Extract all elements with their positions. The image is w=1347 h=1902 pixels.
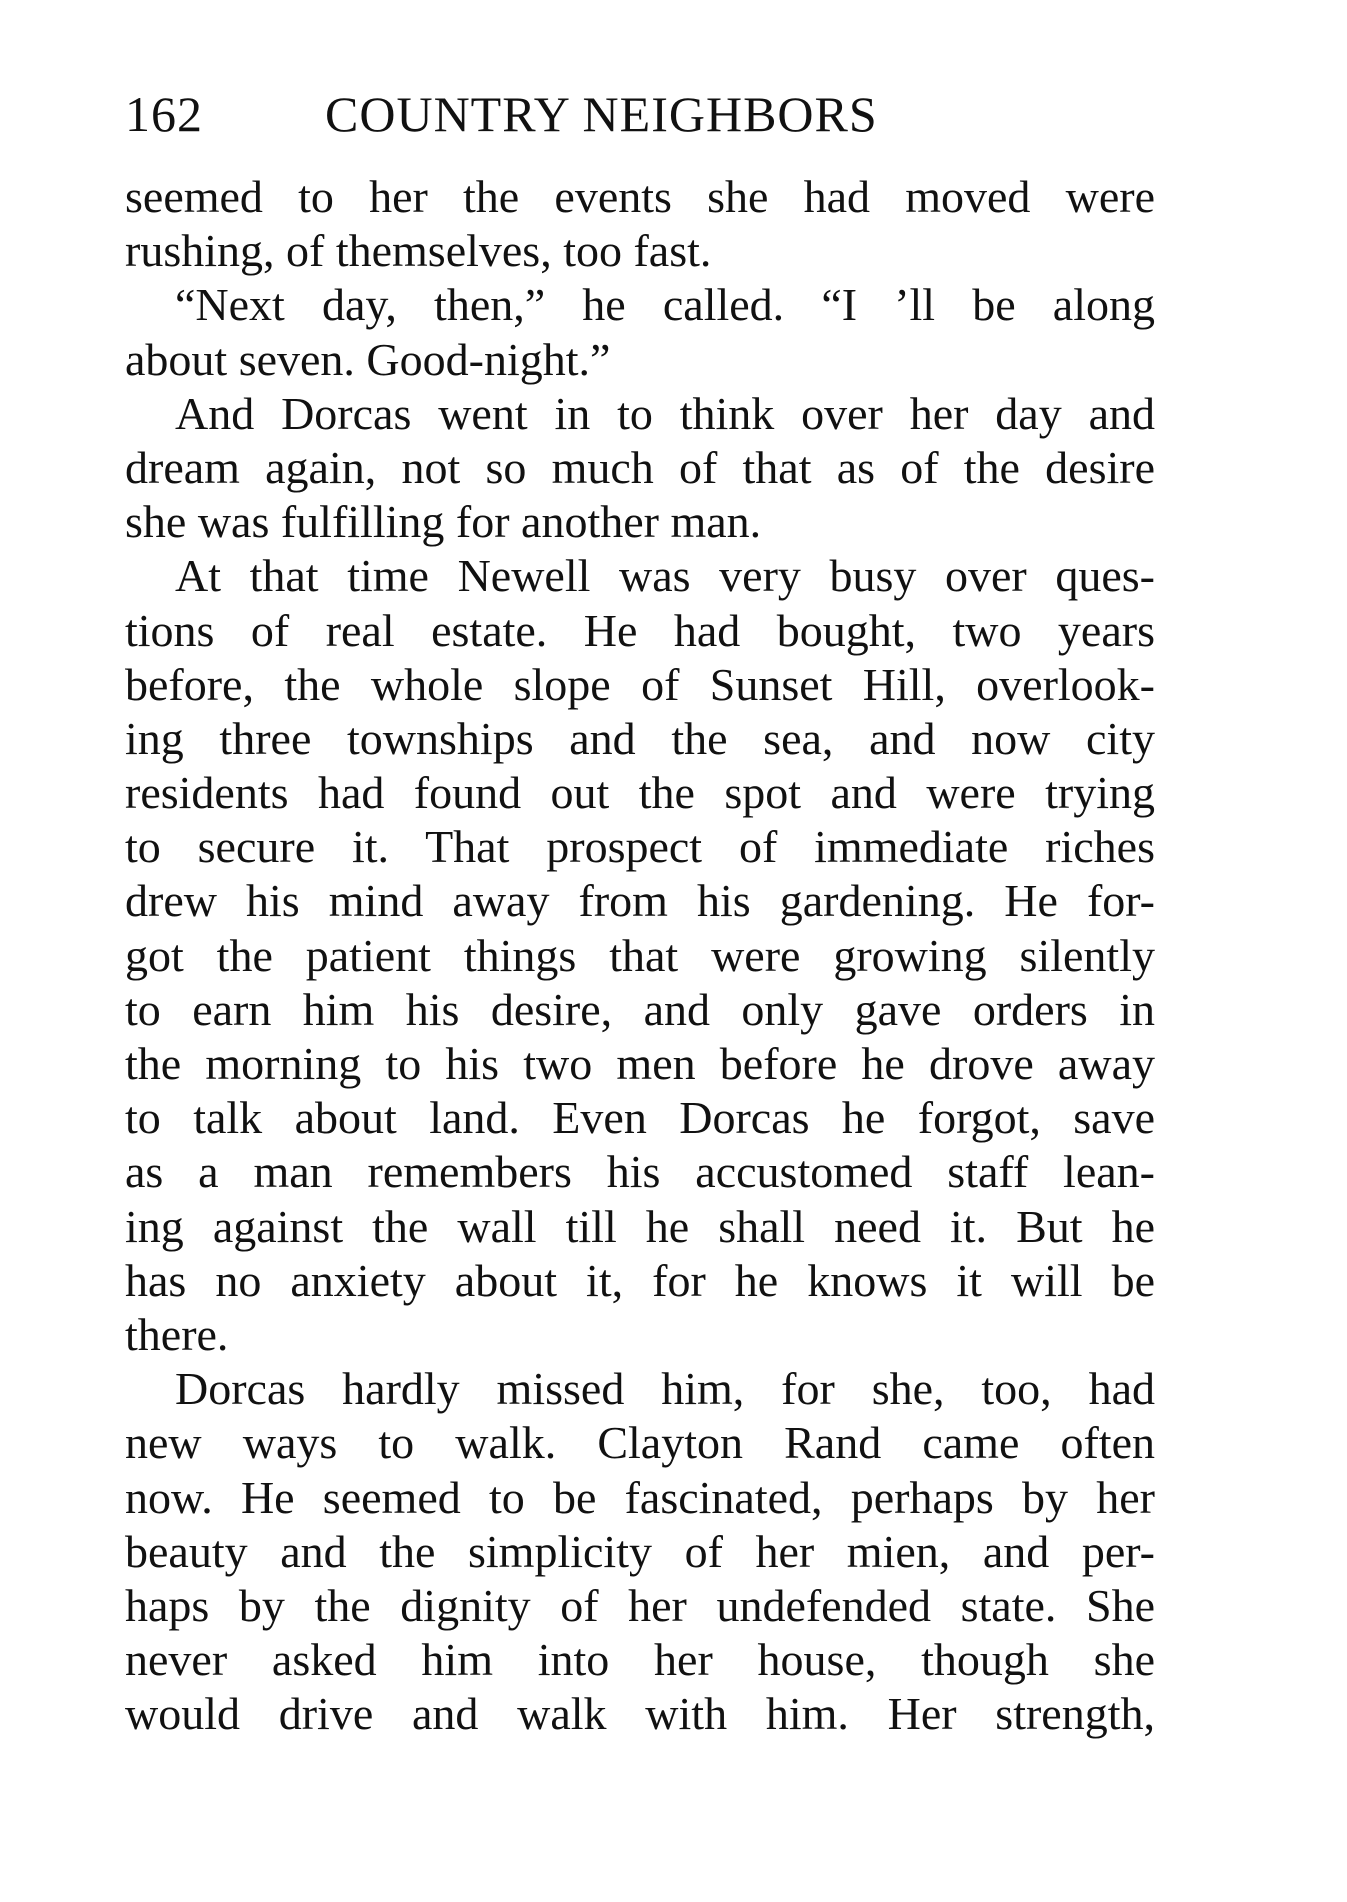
text-line: she was fulfilling for another man.: [125, 496, 762, 548]
text-line: dream again, not so much of that as of the desire: [125, 441, 1155, 493]
text-line: to talk about land. Even Dorcas he forgot, save: [125, 1092, 1155, 1144]
text-line: new ways to walk. Clayton Rand came often: [125, 1417, 1155, 1469]
text-line: “Next day, then,” he called. “I ’ll be along: [175, 279, 1155, 331]
text-line: rushing, of themselves, too fast.: [125, 225, 712, 277]
text-line: would drive and walk with him. Her strength,: [125, 1688, 1155, 1740]
book-title: COUNTRY NEIGHBORS: [325, 86, 878, 142]
text-line: never asked him into her house, though she: [125, 1634, 1155, 1686]
text-line: tions of real estate. He had bought, two years: [125, 604, 1155, 656]
text-line: beauty and the simplicity of her mien, and per-: [125, 1525, 1155, 1577]
page-number: 162: [125, 86, 203, 142]
text-line: the morning to his two men before he drove away: [125, 1038, 1155, 1089]
text-line: ing three townships and the sea, and now city: [125, 712, 1155, 764]
text-line: got the patient things that were growing silently: [125, 929, 1155, 981]
text-line: to earn him his desire, and only gave orders in: [125, 983, 1155, 1035]
text-line: ing against the wall till he shall need it. But he: [125, 1200, 1155, 1252]
text-line: before, the whole slope of Sunset Hill, overlook-: [125, 658, 1155, 710]
text-line: haps by the dignity of her undefended state. She: [125, 1579, 1155, 1631]
text-line: to secure it. That prospect of immediate riches: [125, 821, 1155, 873]
text-line: has no anxiety about it, for he knows it will be: [125, 1254, 1155, 1306]
running-head: [125, 84, 1165, 144]
text-line: as a man remembers his accustomed staff lean-: [125, 1146, 1155, 1198]
text-line: drew his mind away from his gardening. He for-: [125, 875, 1155, 927]
text-line: seemed to her the events she had moved were: [125, 171, 1155, 222]
text-line: residents had found out the spot and were trying: [125, 767, 1155, 819]
text-line: And Dorcas went in to think over her day and: [175, 387, 1155, 439]
text-line: there.: [125, 1308, 229, 1360]
text-line: Dorcas hardly missed him, for she, too, had: [175, 1363, 1155, 1415]
body-text: [125, 170, 1155, 1741]
text-line: At that time Newell was very busy over ques-: [175, 550, 1155, 602]
text-line: now. He seemed to be fascinated, perhaps by her: [125, 1471, 1155, 1523]
text-line: about seven. Good-night.”: [125, 333, 611, 385]
